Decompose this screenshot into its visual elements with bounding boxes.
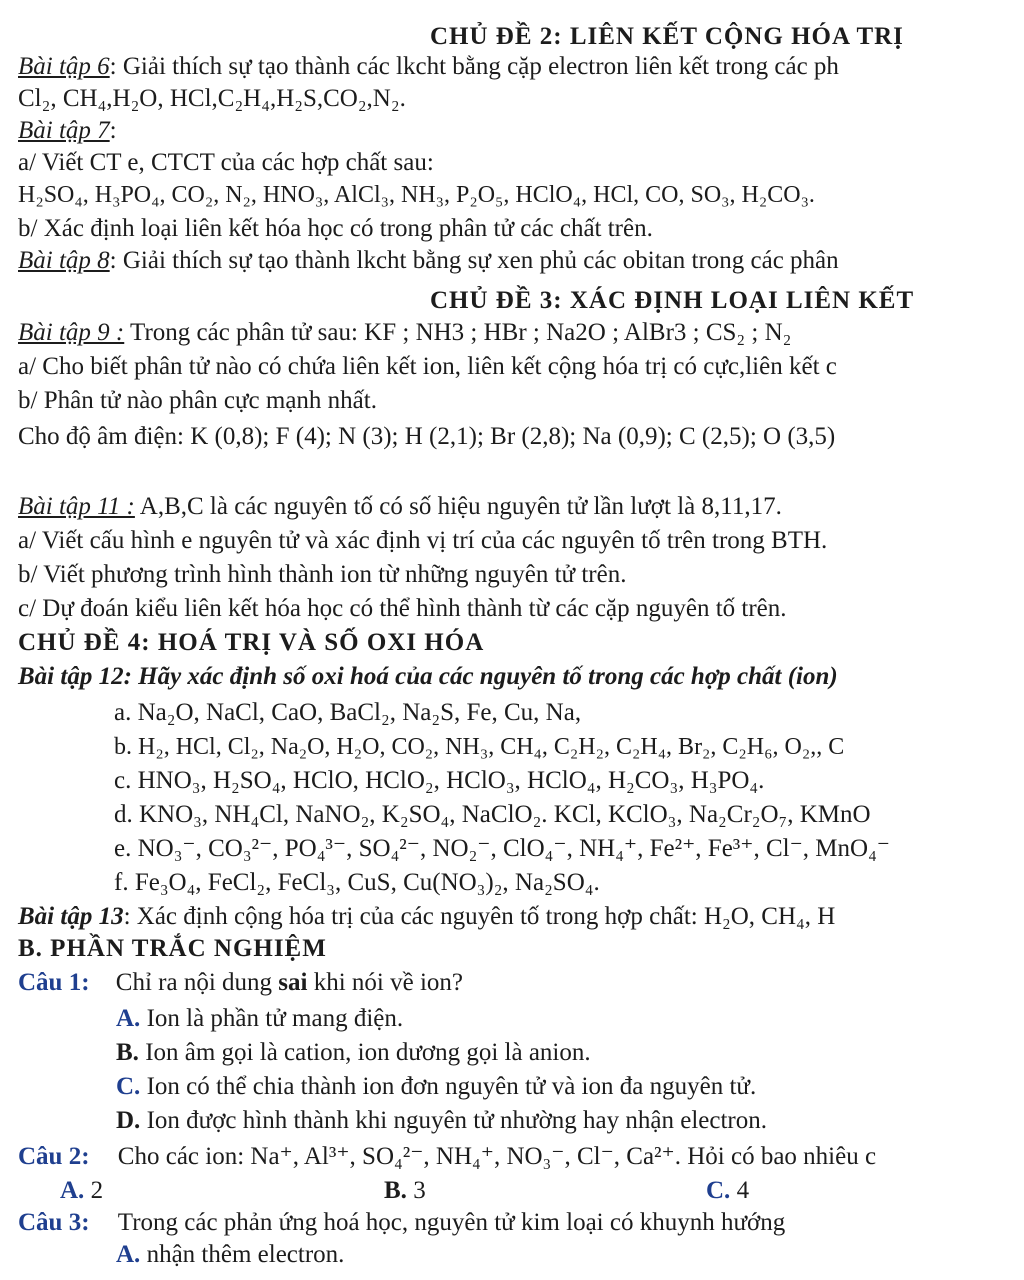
option-text: Ion được hình thành khi nguyên tử nhường hay nhận electron. xyxy=(146,1107,767,1134)
exercise-9-text: Trong các phân tử sau: KF ; NH3 ; HBr ; Na2O ; AlBr3 ; CS₂ ; N₂ xyxy=(124,319,792,346)
exercise-9-b: b/ Phân tử nào phân cực mạnh nhất. xyxy=(18,387,377,414)
option-letter: B. xyxy=(384,1177,407,1204)
exercise-13 xyxy=(18,902,835,932)
exercise-9 xyxy=(18,318,791,348)
section-title-3: CHỦ ĐỀ 3: XÁC ĐỊNH LOẠI LIÊN KẾT xyxy=(430,287,915,314)
option-letter: A. xyxy=(60,1177,85,1204)
exercise-11 xyxy=(18,492,782,522)
exercise-6 xyxy=(18,52,839,82)
exercise-7-a: a/ Viết CT e, CTCT của các hợp chất sau: xyxy=(18,149,434,176)
question-2-option-c[interactable] xyxy=(706,1176,749,1206)
exercise-12-item-e: e. NO₃⁻, CO₃²⁻, PO₄³⁻, SO₄²⁻, NO₂⁻, ClO₄⁻, NH₄⁺, Fe²⁺, Fe³⁺, Cl⁻, MnO₄⁻ xyxy=(114,835,891,862)
exercise-11-a: a/ Viết cấu hình e nguyên tử và xác định vị trí của các nguyên tố trên trong BTH. xyxy=(18,527,828,554)
exercise-6-text: : Giải thích sự tạo thành các lkcht bằng cặp electron liên kết trong các ph xyxy=(109,53,839,80)
section-title-4: CHỦ ĐỀ 4: HOÁ TRỊ VÀ SỐ OXI HÓA xyxy=(18,629,485,656)
question-1-option-b[interactable] xyxy=(116,1038,591,1068)
question-3-text: Trong các phản ứng hoá học, nguyên tử kim loại có khuynh hướng xyxy=(117,1209,786,1236)
exercise-11-text: A,B,C là các nguyên tố có số hiệu nguyên tử lần lượt là 8,11,17. xyxy=(134,493,782,520)
option-text: Ion có thể chia thành ion đơn nguyên tử và ion đa nguyên tử. xyxy=(146,1073,757,1100)
exercise-12-item-c: c. HNO₃, H₂SO₄, HClO, HClO₂, HClO₃, HClO₄, H₂CO₃, H₃PO₄. xyxy=(114,767,765,794)
exercise-7-colon: : xyxy=(109,117,117,144)
question-1-option-d[interactable] xyxy=(116,1106,767,1136)
exercise-7-label: Bài tập 7 xyxy=(18,117,110,144)
question-1-pre: Chỉ ra nội dung xyxy=(115,969,279,996)
option-letter: C. xyxy=(116,1073,141,1100)
question-2-label: Câu 2: xyxy=(18,1143,90,1170)
exercise-11-label: Bài tập 11 : xyxy=(18,493,135,520)
question-1-post: khi nói về ion? xyxy=(307,969,464,996)
exercise-6-label: Bài tập 6 xyxy=(18,53,110,80)
exercise-9-a: a/ Cho biết phân tử nào có chứa liên kết ion, liên kết cộng hóa trị có cực,liên kết c xyxy=(18,353,837,380)
option-text: nhận thêm electron. xyxy=(146,1241,345,1268)
question-1 xyxy=(18,968,463,998)
exercise-6-formulas: Cl₂, CH₄,H₂O, HCl,C₂H₄,H₂S,CO₂,N₂. xyxy=(18,85,406,112)
exercise-13-label: Bài tập 13 xyxy=(18,903,124,930)
question-3 xyxy=(18,1208,785,1238)
option-text: Ion là phần tử mang điện. xyxy=(146,1005,404,1032)
question-2-option-b[interactable] xyxy=(384,1176,426,1206)
exercise-11-b: b/ Viết phương trình hình thành ion từ những nguyên tử trên. xyxy=(18,561,627,588)
question-3-option-a[interactable] xyxy=(116,1240,344,1270)
question-1-label: Câu 1: xyxy=(18,969,90,996)
option-text: Ion âm gọi là cation, ion dương gọi là anion. xyxy=(145,1039,591,1066)
exercise-12-item-f: f. Fe₃O₄, FeCl₂, FeCl₃, CuS, Cu(NO₃)₂, Na₂SO₄. xyxy=(114,869,600,896)
question-1-bold: sai xyxy=(278,969,308,996)
exercise-7 xyxy=(18,116,117,146)
option-letter: B. xyxy=(116,1039,139,1066)
question-2-text: Cho các ion: Na⁺, Al³⁺, SO₄²⁻, NH₄⁺, NO₃⁻, Cl⁻, Ca²⁺. Hỏi có bao nhiêu c xyxy=(117,1143,877,1170)
question-3-label: Câu 3: xyxy=(18,1209,90,1236)
question-1-option-a[interactable] xyxy=(116,1004,403,1034)
option-letter: A. xyxy=(116,1005,141,1032)
option-text: 3 xyxy=(413,1177,426,1204)
exercise-9-label: Bài tập 9 : xyxy=(18,319,125,346)
option-letter: A. xyxy=(116,1241,141,1268)
question-2 xyxy=(18,1142,876,1172)
exercise-8-label: Bài tập 8 xyxy=(18,247,110,274)
option-letter: D. xyxy=(116,1107,141,1134)
exercise-11-c: c/ Dự đoán kiểu liên kết hóa học có thể hình thành từ các cặp nguyên tố trên. xyxy=(18,595,787,622)
question-2-option-a[interactable] xyxy=(60,1176,103,1206)
question-1-option-c[interactable] xyxy=(116,1072,756,1102)
exercise-12-item-d: d. KNO₃, NH₄Cl, NaNO₂, K₂SO₄, NaClO₂. KCl, KClO₃, Na₂Cr₂O₇, KMnO xyxy=(114,801,871,828)
exercise-8 xyxy=(18,246,839,276)
exercise-7-formulas: H₂SO₄, H₃PO₄, CO₂, N₂, HNO₃, AlCl₃, NH₃, P₂O₅, HClO₄, HCl, CO, SO₃, H₂CO₃. xyxy=(18,182,815,208)
exercise-13-text: : Xác định cộng hóa trị của các nguyên tố trong hợp chất: H₂O, CH₄, H xyxy=(123,903,836,930)
exercise-7-b: b/ Xác định loại liên kết hóa học có trong phân tử các chất trên. xyxy=(18,215,653,242)
exercise-12-item-b: b. H₂, HCl, Cl₂, Na₂O, H₂O, CO₂, NH₃, CH₄, C₂H₂, C₂H₄, Br₂, C₂H₆, O₂,, C xyxy=(114,734,845,760)
option-text: 4 xyxy=(736,1177,750,1204)
section-title-b: B. PHẦN TRẮC NGHIỆM xyxy=(18,935,327,962)
option-letter: C. xyxy=(706,1177,731,1204)
option-text: 2 xyxy=(90,1177,104,1204)
section-title-2: CHỦ ĐỀ 2: LIÊN KẾT CỘNG HÓA TRỊ xyxy=(430,23,904,50)
exercise-12-item-a: a. Na₂O, NaCl, CaO, BaCl₂, Na₂S, Fe, Cu, Na, xyxy=(114,699,582,726)
electronegativity-line: Cho độ âm điện: K (0,8); F (4); N (3); H (2,1); Br (2,8); Na (0,9); C (2,5); O (3,5) xyxy=(18,423,836,450)
exercise-8-text: : Giải thích sự tạo thành lkcht bằng sự xen phủ các obitan trong các phân xyxy=(109,247,839,274)
exercise-12: Bài tập 12: Hãy xác định số oxi hoá của các nguyên tố trong các hợp chất (ion) xyxy=(18,663,838,690)
